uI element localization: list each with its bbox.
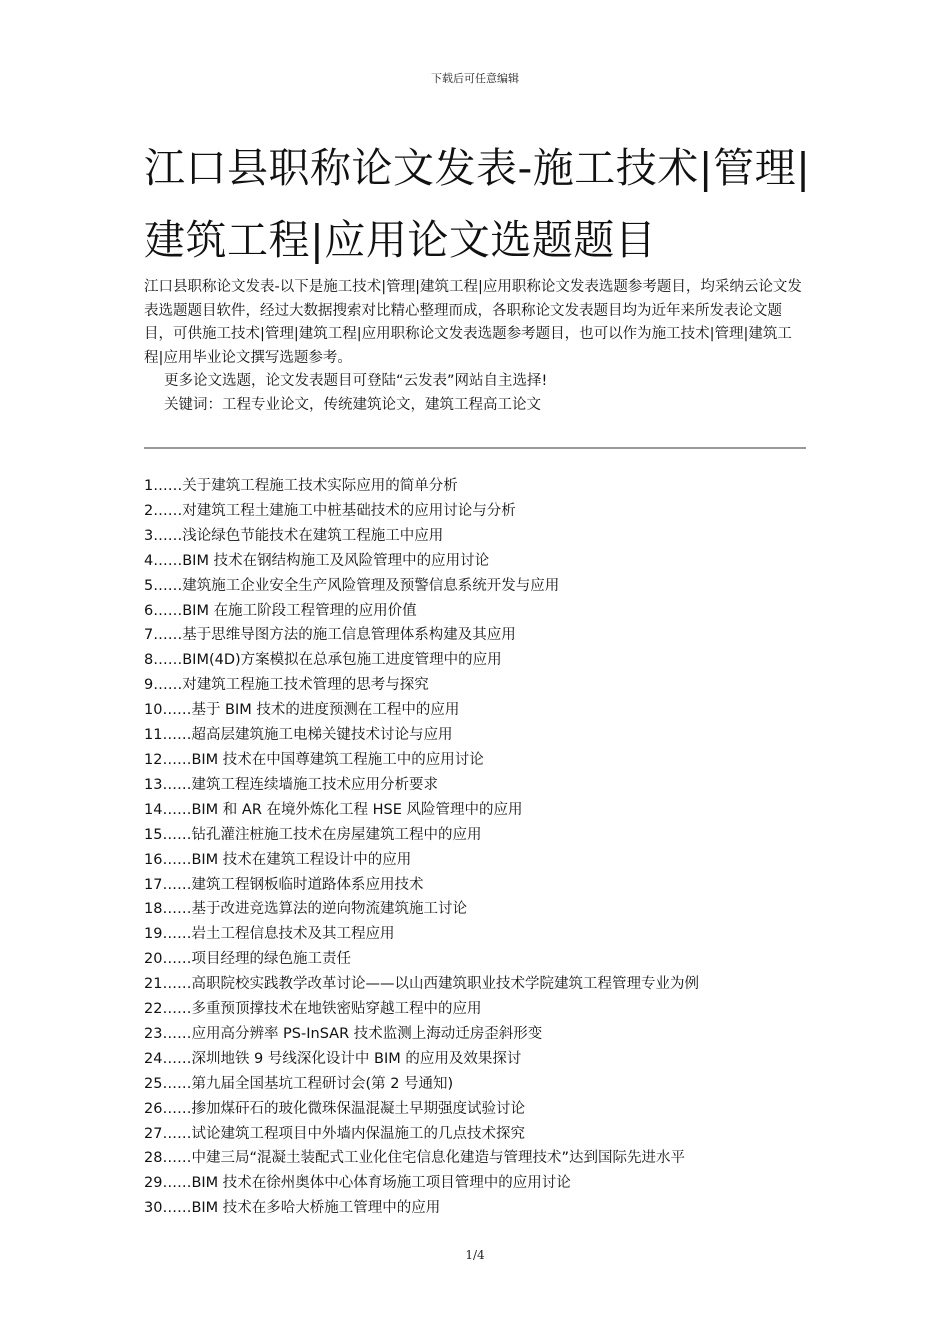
page-title: 江口县职称论文发表-施工技术|管理|建筑工程|应用论文选题题目: [144, 144, 811, 264]
list-item: 3……浅论绿色节能技术在建筑工程施工中应用: [144, 527, 444, 544]
list-item: 18……基于改进竞选算法的逆向物流建筑施工讨论: [144, 901, 467, 918]
list-item: 22……多重预顶撑技术在地铁密贴穿越工程中的应用: [144, 1001, 482, 1018]
list-item: 10……基于 BIM 技术的进度预测在工程中的应用: [144, 702, 460, 719]
list-item: 9……对建筑工程施工技术管理的思考与探究: [144, 677, 429, 694]
list-item: 1……关于建筑工程施工技术实际应用的简单分析: [144, 478, 458, 494]
list-item: 30……BIM 技术在多哈大桥施工管理中的应用: [144, 1200, 441, 1217]
list-item: 24……深圳地铁 9 号线深化设计中 BIM 的应用及效果探讨: [144, 1050, 522, 1067]
list-item: 6……BIM 在施工阶段工程管理的应用价值: [144, 602, 417, 619]
list-item: 27……试论建筑工程项目中外墙内保温施工的几点技术探究: [144, 1125, 525, 1142]
more-topics-note: 更多论文选题，论文发表题目可登陆“云发表”网站自主选择!: [164, 373, 548, 389]
list-item: 11……超高层建筑施工电梯关键技术讨论与应用: [144, 727, 453, 744]
list-item: 17……建筑工程钢板临时道路体系应用技术: [144, 876, 424, 893]
list-item: 15……钻孔灌注桩施工技术在房屋建筑工程中的应用: [144, 826, 482, 843]
page-number: 1/4: [465, 1248, 485, 1262]
keywords-line: 关键词：工程专业论文，传统建筑论文，建筑工程高工论文: [164, 396, 541, 413]
list-item: 21……高职院校实践教学改革讨论——以山西建筑职业技术学院建筑工程管理专业为例: [144, 976, 699, 993]
intro-section: [144, 276, 808, 417]
list-item: 8……BIM(4D)方案模拟在总承包施工进度管理中的应用: [144, 652, 502, 669]
list-item: 2……对建筑工程土建施工中桩基础技术的应用讨论与分析: [144, 502, 516, 519]
list-item: 25……第九届全国基坑工程研讨会(第 2 号通知): [144, 1075, 454, 1092]
list-item: 28……中建三局“混凝土装配式工业化住宅信息化建造与管理技术”达到国际先进水平: [144, 1150, 685, 1167]
list-item: 29……BIM 技术在徐州奥体中心体育场施工项目管理中的应用讨论: [144, 1175, 571, 1192]
intro-paragraph: 江口县职称论文发表-以下是施工技术|管理|建筑工程|应用职称论文发表选题参考题目，均采纳云论文发表选题题目软件，经过大数据搜索对比精心整理而成，各职称论文发表题目均为近年来所发表论文题目，可供施工技术|管理|建筑工程|应用职称论文发表选题参考题目，也可以作为施工技术|管理|建筑工程|应用毕业论文撰写选题参考。: [144, 279, 802, 366]
list-item: 4……BIM 技术在钢结构施工及风险管理中的应用讨论: [144, 552, 490, 569]
header-note: 下载后可任意编辑: [431, 72, 519, 85]
list-item: 14……BIM 和 AR 在境外炼化工程 HSE 风险管理中的应用: [144, 801, 523, 818]
divider: [144, 447, 806, 449]
topic-list: [144, 474, 808, 1221]
list-item: 23……应用高分辨率 PS-InSAR 技术监测上海动迁房歪斜形变: [144, 1025, 543, 1042]
list-item: 12……BIM 技术在中国尊建筑工程施工中的应用讨论: [144, 751, 484, 768]
list-item: 13……建筑工程连续墙施工技术应用分析要求: [144, 776, 438, 793]
list-item: 26……掺加煤矸石的玻化微珠保温混凝土早期强度试验讨论: [144, 1100, 525, 1117]
list-item: 7……基于思维导图方法的施工信息管理体系构建及其应用: [144, 627, 516, 644]
list-item: 20……项目经理的绿色施工责任: [144, 951, 351, 968]
list-item: 16……BIM 技术在建筑工程设计中的应用: [144, 851, 412, 868]
list-item: 19……岩土工程信息技术及其工程应用: [144, 926, 395, 943]
list-item: 5……建筑施工企业安全生产风险管理及预警信息系统开发与应用: [144, 577, 560, 594]
